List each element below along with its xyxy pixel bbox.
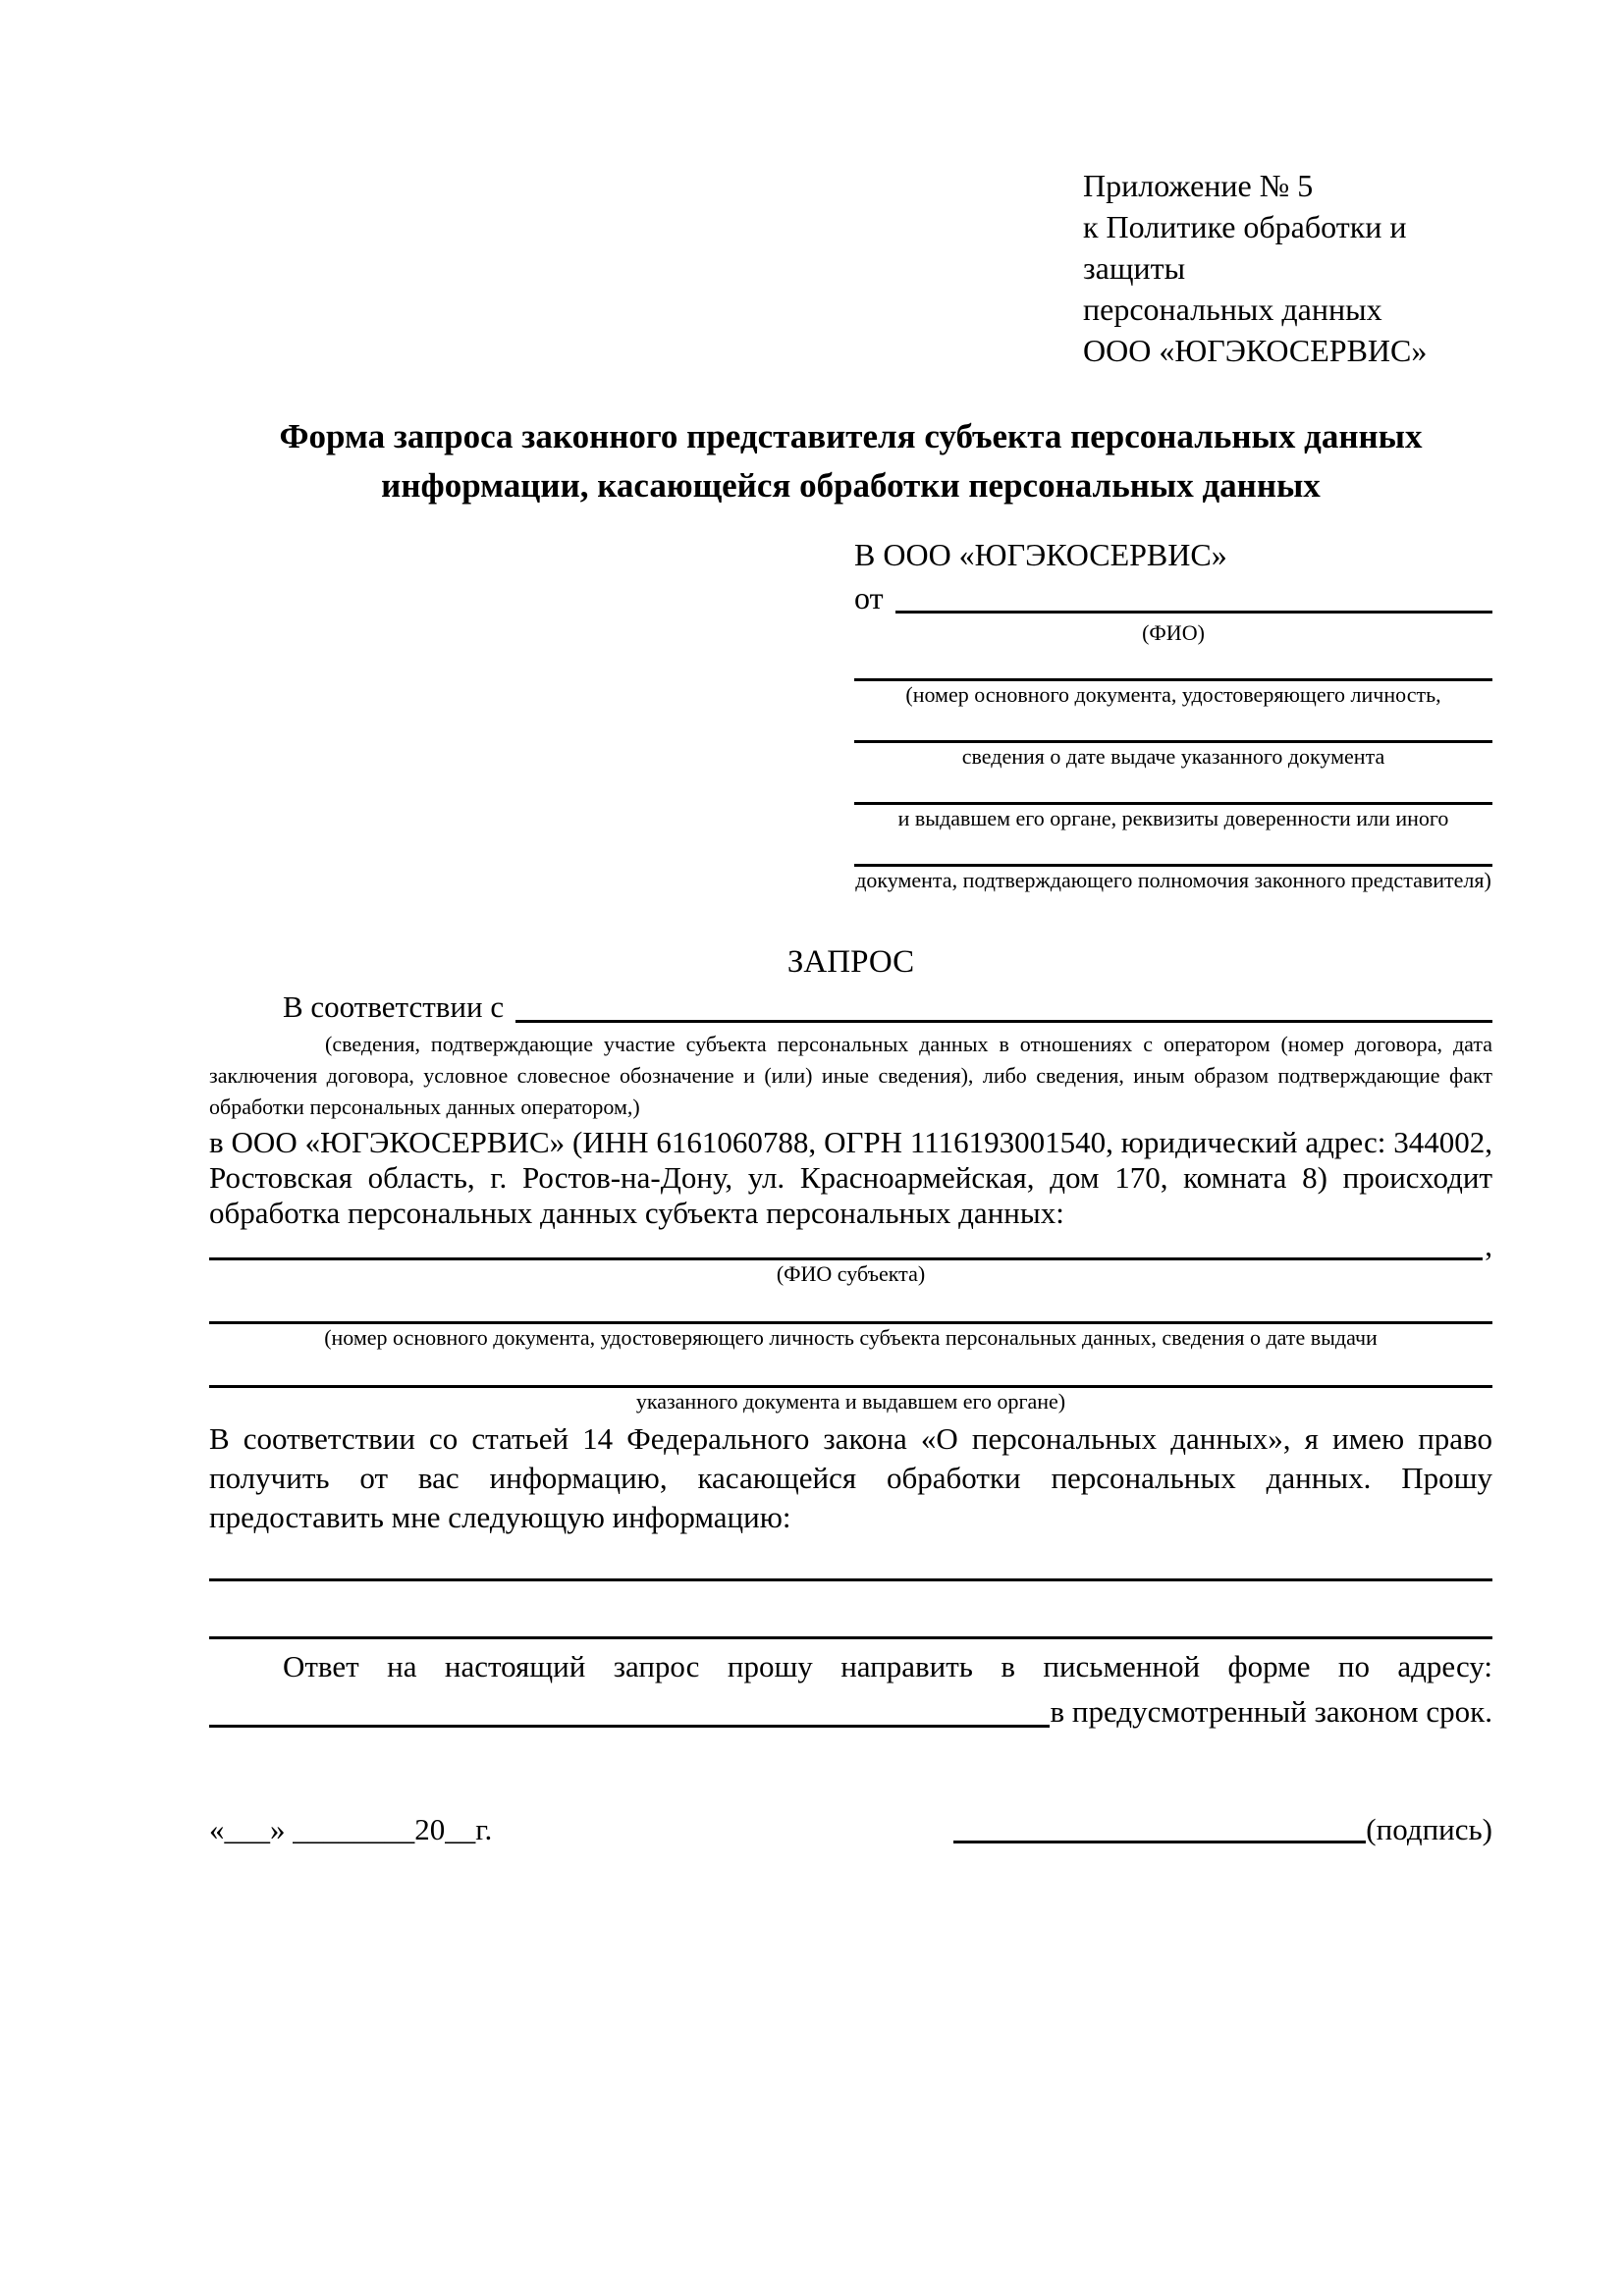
request-body [209,938,1492,1849]
subject-fio-blank-line [209,1236,1483,1260]
doc-date-blank-line [854,709,1492,743]
doc-issuer-blank-line [854,771,1492,805]
document-title-line1: Форма запроса законного представителя субъекта персональных данных [279,417,1423,455]
law-paragraph: В соответствии со статьей 14 Федерального закона «О персональных данных», я имею право получить от вас информацию, касающейся обработки персональных данных. Прошу предоставить мне следующую информацию: [209,1421,1492,1534]
accordance-note: (сведения, подтверждающие участие субъекта персональных данных в отношениях с оператором (номер договора, дата заключения договора, условное словесное обозначение и (или) иные сведения), либо сведения, иным образом подтверждающие факт обработки персональных данных оператором,) [209,1032,1492,1119]
footer-row [209,1804,1492,1849]
document-title-line2: информации, касающейся обработки персональных данных [381,466,1321,505]
info-blank-line-2 [209,1581,1492,1639]
accordance-blank-line [515,1020,1492,1023]
doc-authority-caption: документа, подтверждающего полномочия законного представителя) [855,868,1491,892]
date-blank-text: «___» ________20__г. [209,1812,493,1846]
operator-paragraph: в ООО «ЮГЭКОСЕРВИС» (ИНН 6161060788, ОГРН 1116193001540, юридический адрес: 344002, Ростовская область, г. Ростов-на-Дону, ул. Красноармейская, дом 170, комната 8) происходит обработка персональных данных субъекта персональных данных: [209,1125,1492,1230]
doc-number-caption: (номер основного документа, удостоверяющего личность, [905,682,1441,707]
annex-line: Приложение № 5 [1083,168,1314,203]
subject-doc-caption-2: указанного документа и выдавшем его органе) [635,1389,1066,1414]
addressee-block [854,533,1492,894]
annex-line: ООО «ЮГЭКОСЕРВИС» [1083,333,1428,368]
subject-doc-blank-line-2 [209,1352,1492,1388]
doc-issuer-caption: и выдавшем его органе, реквизиты доверенности или иного [897,806,1449,830]
signature-group [953,1810,1492,1849]
subject-doc-caption-1: (номер основного документа, удостоверяющего личность субъекта персональных данных, сведения о дате выдачи [324,1325,1378,1350]
doc-date-caption: сведения о дате выдаче указанного документа [961,744,1385,769]
subject-fio-caption: (ФИО субъекта) [776,1261,926,1286]
from-label: от [854,580,884,615]
addressee-from-row [854,576,1492,619]
info-blank-line-1 [209,1537,1492,1581]
request-heading: ЗАПРОС [786,944,915,980]
signature-blank-line [953,1841,1366,1843]
subject-doc-blank-line-1 [209,1288,1492,1324]
subject-comma: , [1485,1228,1492,1262]
address-row [209,1690,1492,1734]
annex-line: персональных данных [1083,292,1382,327]
fio-caption: (ФИО) [1142,620,1205,645]
document-title [209,412,1492,510]
answer-paragraph: Ответ на настоящий запрос прошу направить в письменной форме по адресу: [283,1649,1492,1683]
annex-reference-block [1083,165,1505,371]
signature-caption: (подпись) [1366,1812,1492,1846]
addressee-to: В ООО «ЮГЭКОСЕРВИС» [854,537,1227,572]
fio-blank-line [895,611,1492,614]
subject-fio-row [209,1228,1492,1262]
accordance-label: В соответствии с [283,989,505,1024]
doc-number-blank-line [854,647,1492,681]
annex-line: к Политике обработки и защиты [1083,209,1407,286]
address-blank-line [209,1725,1050,1728]
accordance-row [209,986,1492,1029]
answer-tail: в предусмотренный законом срок. [1050,1694,1492,1729]
doc-authority-blank-line [854,832,1492,867]
